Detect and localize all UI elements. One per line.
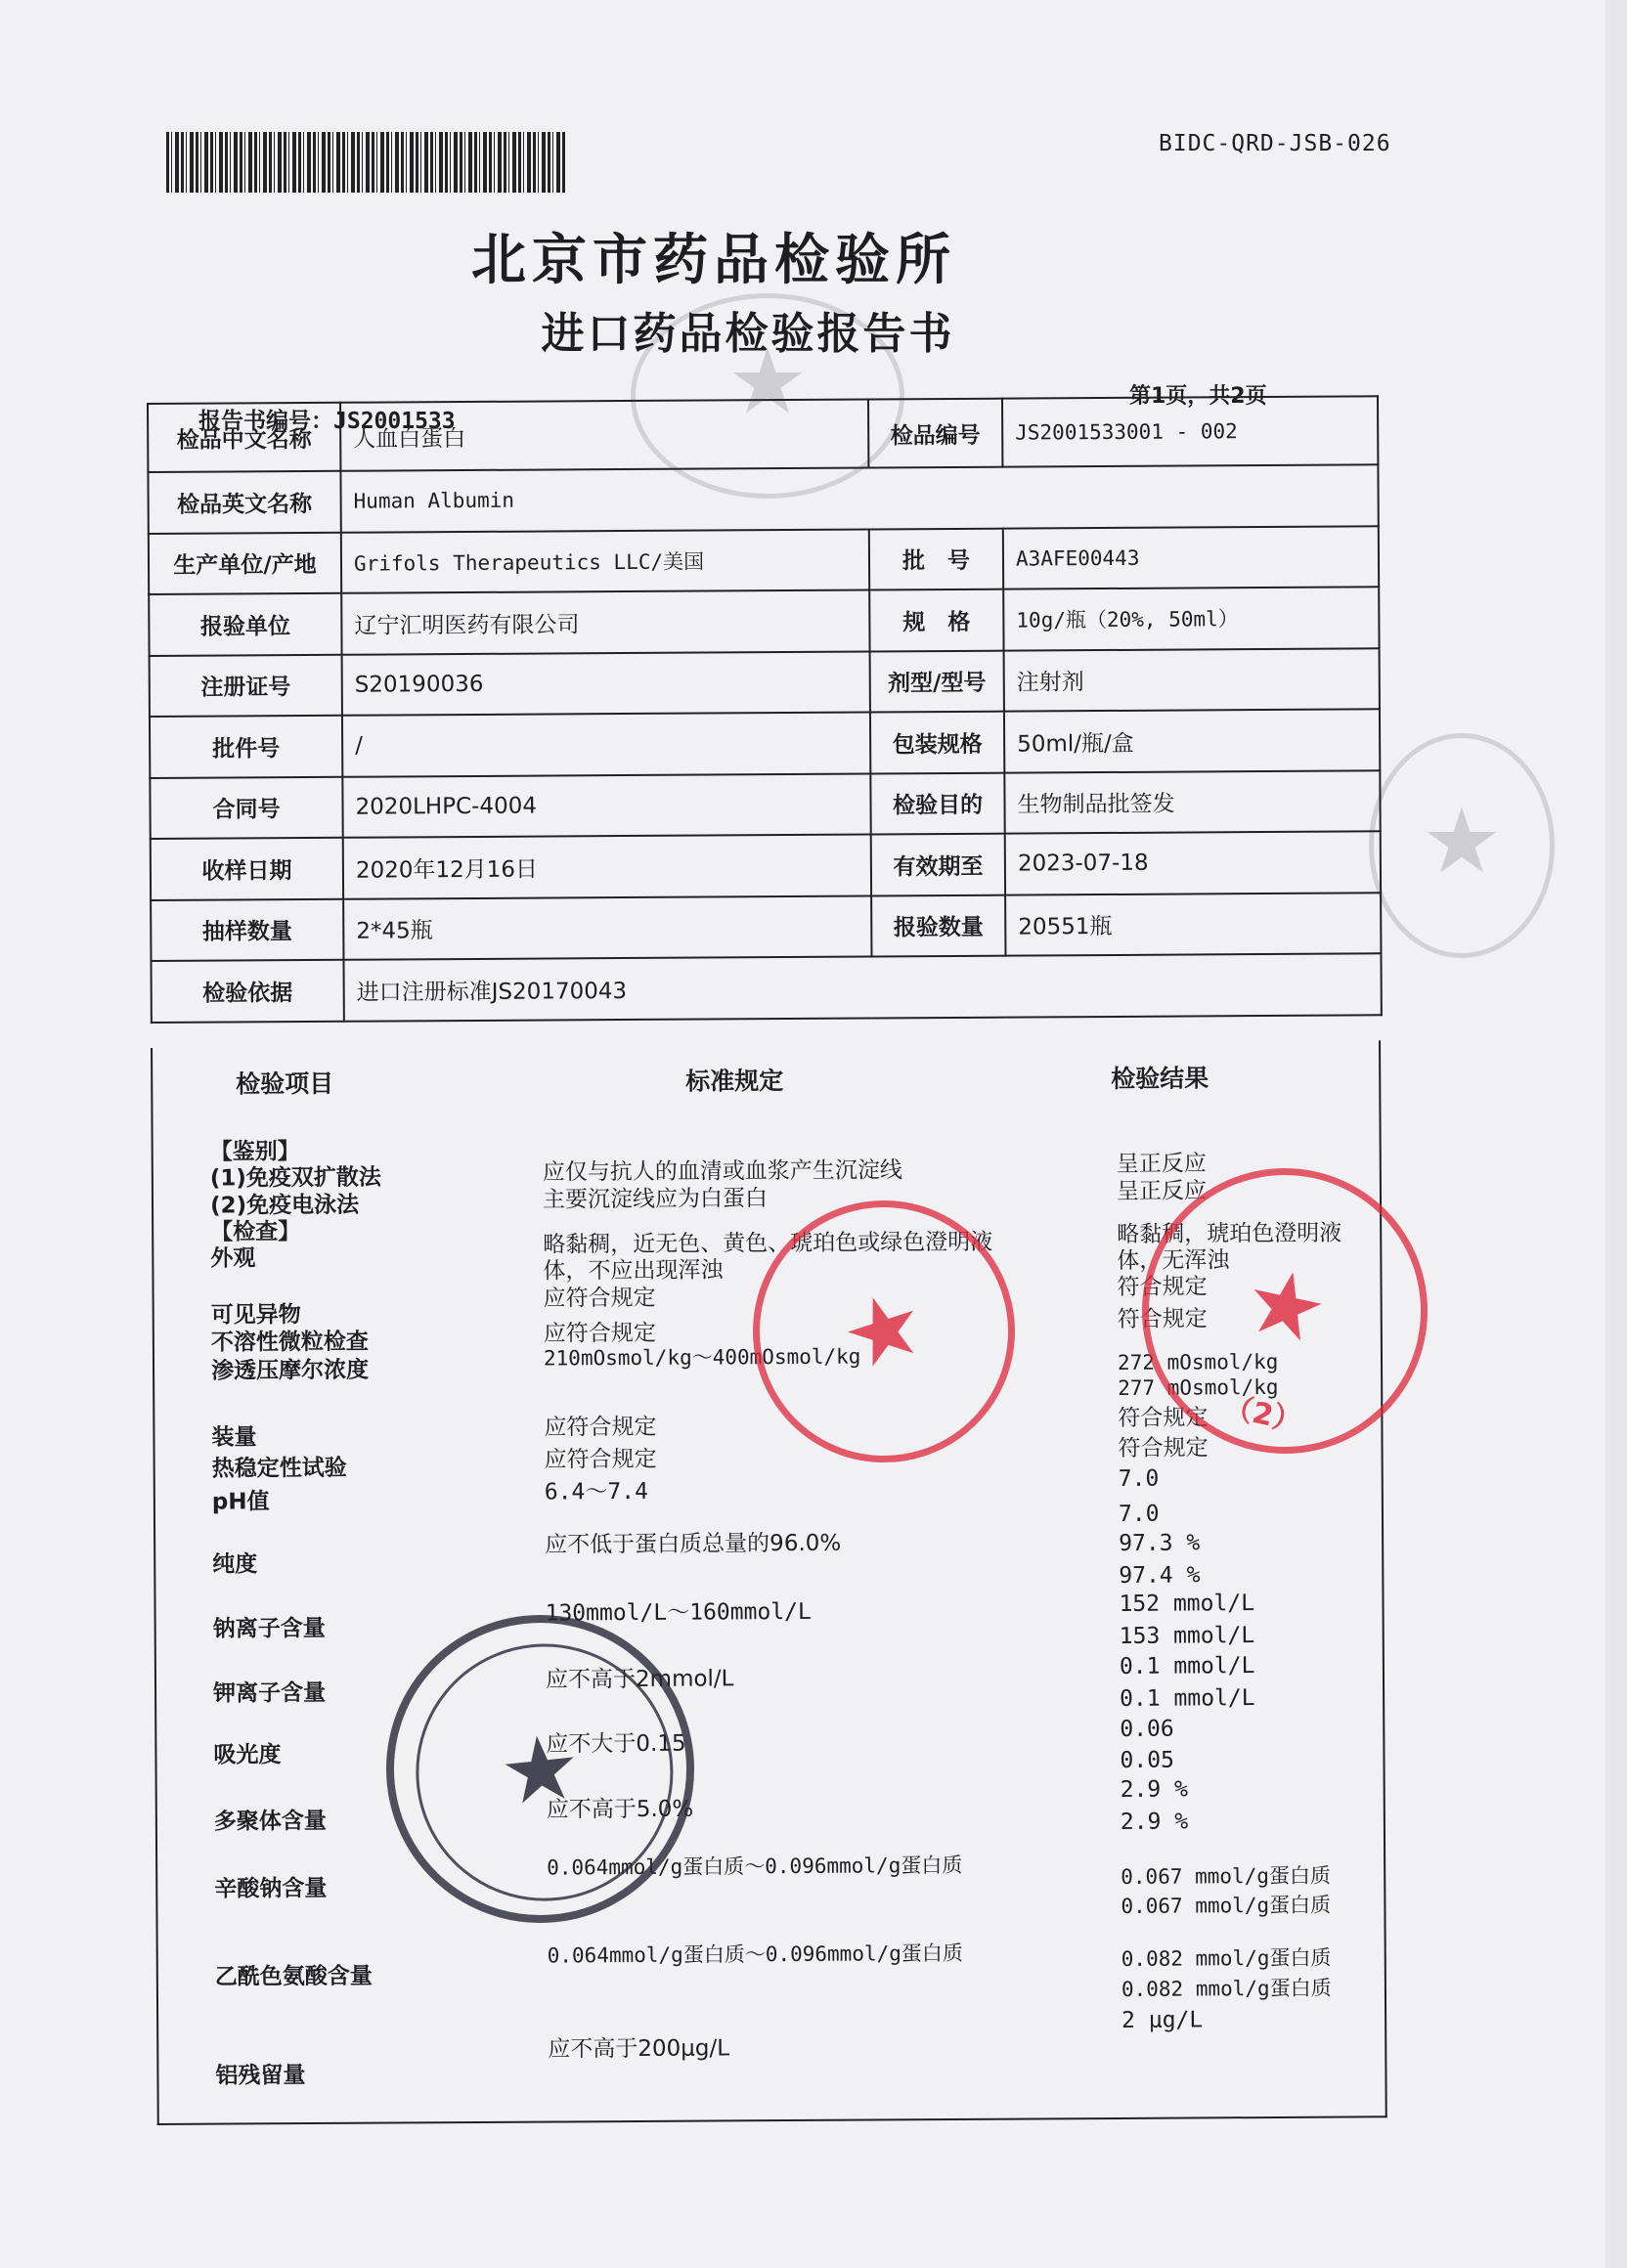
red-qm-seal-right: ★ （2） — [1116, 1142, 1454, 1480]
polymer-item: 多聚体含量 — [213, 1808, 327, 1835]
dosage-value: 注射剂 — [1004, 648, 1380, 712]
aluminum-standard: 应不高于200μg/L — [548, 2035, 730, 2063]
ph-item: pH值 — [211, 1489, 270, 1515]
potassium-result-2: 0.1 mmol/L — [1120, 1685, 1255, 1712]
report-number-label: 报告书编号： — [198, 409, 333, 434]
absorbance-standard: 应不大于0.15 — [546, 1730, 686, 1758]
absorbance-result-2: 0.05 — [1120, 1747, 1174, 1773]
tryptophan-result-2: 0.082 mmol/g蛋白质 — [1121, 1976, 1332, 2001]
id2-result: 呈正反应 — [1116, 1178, 1208, 1204]
insoluble-particles-item: 不溶性微粒检查 — [210, 1329, 369, 1356]
osmolality-standard: 210mOsmol/kg～400mOsmol/kg — [543, 1344, 861, 1371]
sample-qty-value: 2*45瓶 — [343, 895, 871, 960]
purity-result-2: 97.4 % — [1119, 1562, 1201, 1589]
visible-particles-standard: 应符合规定 — [543, 1285, 656, 1312]
applicant-label: 报验单位 — [149, 593, 341, 656]
heat-stability-result: 符合规定 — [1118, 1435, 1209, 1461]
table-row — [151, 893, 1381, 961]
absorbance-result-1: 0.06 — [1120, 1716, 1174, 1742]
id1-standard: 应仅与抗人的血清或血浆产生沉淀线 — [542, 1157, 902, 1186]
tryptophan-item: 乙酰色氨酸含量 — [214, 1963, 373, 1990]
expiry-label: 有效期至 — [871, 834, 1005, 895]
page-info: 第1页，共2页 — [1129, 384, 1267, 409]
approval-label: 批件号 — [150, 716, 342, 778]
faint-seal-top: ★ — [631, 293, 904, 499]
polymer-standard: 应不高于5.0% — [546, 1796, 694, 1823]
insoluble-particles-standard: 应符合规定 — [543, 1320, 656, 1347]
sodium-standard: 130mmol/L～160mmol/L — [545, 1598, 812, 1627]
caprylate-result-2: 0.067 mmol/g蛋白质 — [1121, 1893, 1332, 1918]
col-standard-header: 标准规定 — [685, 1067, 784, 1096]
tryptophan-result-1: 0.082 mmol/g蛋白质 — [1121, 1945, 1332, 1971]
en-name-value: Human Albumin — [340, 464, 1378, 532]
purpose-label: 检验目的 — [870, 772, 1004, 834]
insoluble-particles-result: 符合规定 — [1117, 1306, 1208, 1332]
ph-standard: 6.4～7.4 — [544, 1478, 648, 1505]
approval-value: / — [342, 712, 870, 776]
id2-standard: 主要沉淀线应为白蛋白 — [542, 1186, 769, 1213]
red-qc-seal-left: ★ — [719, 1166, 1049, 1497]
table-row — [150, 709, 1380, 777]
barcode — [166, 132, 567, 193]
aluminum-result: 2 μg/L — [1121, 2007, 1204, 2033]
applicant-value: 辽宁汇明医药有限公司 — [341, 589, 869, 654]
appearance-result-line1: 略黏稠，琥珀色澄明液 — [1117, 1220, 1342, 1247]
report-qty-label: 报验数量 — [871, 894, 1005, 956]
info-table — [147, 395, 1383, 1023]
report-table — [147, 395, 1387, 2125]
appearance-standard-line1: 略黏稠，近无色、黄色、琥珀色或绿色澄明液 — [543, 1229, 993, 1258]
results-section — [151, 1040, 1387, 2125]
caprylate-result-1: 0.067 mmol/g蛋白质 — [1121, 1863, 1332, 1889]
contract-value: 2020LHPC-4004 — [342, 773, 870, 838]
table-row — [151, 953, 1381, 1022]
table-row — [151, 831, 1381, 899]
red-seal-number: （2） — [1220, 1389, 1305, 1440]
reg-no-label: 注册证号 — [150, 654, 342, 717]
visible-particles-result: 符合规定 — [1117, 1274, 1208, 1300]
filling-item: 装量 — [211, 1424, 257, 1451]
cn-name-label: 检品中文名称 — [148, 403, 340, 472]
ph-result-1: 7.0 — [1118, 1465, 1160, 1492]
report-title: 进口药品检验报告书 — [541, 309, 955, 359]
identification-heading: 【鉴别】 — [209, 1139, 300, 1165]
en-name-label: 检品英文名称 — [148, 471, 340, 534]
polymer-result-1: 2.9 % — [1120, 1776, 1189, 1803]
batch-label: 批 号 — [869, 528, 1003, 589]
purity-result-1: 97.3 % — [1119, 1530, 1201, 1556]
table-row — [150, 770, 1380, 839]
manufacturer-label: 生产单位/产地 — [149, 532, 341, 594]
osmolality-result-1: 272 mOsmol/kg — [1117, 1349, 1279, 1374]
potassium-item: 钾离子含量 — [212, 1679, 327, 1707]
spec-label: 规 格 — [869, 589, 1003, 651]
inspection-heading: 【检查】 — [210, 1219, 301, 1245]
osmolality-item: 渗透压摩尔浓度 — [210, 1357, 370, 1384]
purity-item: 纯度 — [212, 1551, 258, 1578]
package-value: 50ml/瓶/盒 — [1004, 709, 1380, 772]
dosage-label: 剂型/型号 — [870, 650, 1004, 712]
appearance-standard-line2: 体，不应出现浑浊 — [543, 1257, 724, 1285]
caprylate-standard: 0.064mmol/g蛋白质～0.096mmol/g蛋白质 — [547, 1853, 963, 1880]
appearance-result-line2: 体，无浑浊 — [1117, 1247, 1230, 1274]
table-row — [150, 648, 1380, 717]
table-row — [148, 396, 1378, 472]
received-value: 2020年12月16日 — [343, 834, 871, 898]
col-item-header: 检验项目 — [236, 1069, 334, 1099]
received-label: 收样日期 — [151, 838, 343, 900]
sodium-result-1: 152 mmol/L — [1119, 1591, 1255, 1617]
heat-stability-item: 热稳定性试验 — [211, 1455, 347, 1482]
table-row — [149, 587, 1379, 655]
scan-edge — [1605, 0, 1627, 2268]
expiry-value: 2023-07-18 — [1005, 831, 1381, 894]
filling-standard: 应符合规定 — [544, 1414, 657, 1441]
visible-particles-item: 可见异物 — [210, 1302, 301, 1329]
purity-standard: 应不低于蛋白质总量的96.0% — [545, 1530, 842, 1558]
document-code: BIDC-QRD-JSB-026 — [1159, 131, 1391, 156]
sodium-result-2: 153 mmol/L — [1119, 1623, 1255, 1649]
potassium-result-1: 0.1 mmol/L — [1119, 1653, 1255, 1679]
spec-value: 10g/瓶（20%, 50ml） — [1003, 587, 1379, 650]
package-label: 包装规格 — [870, 712, 1004, 773]
faint-seal-right: ★ — [1369, 733, 1555, 958]
sample-no-label: 检品编号 — [868, 399, 1002, 468]
institute-title: 北京市药品检验所 — [471, 229, 956, 292]
contract-label: 合同号 — [150, 776, 342, 839]
id1-result: 呈正反应 — [1116, 1151, 1207, 1177]
potassium-standard: 应不高于2mmol/L — [545, 1666, 734, 1693]
filling-result: 符合规定 — [1118, 1405, 1209, 1431]
aluminum-item: 铝残留量 — [215, 2063, 306, 2089]
manufacturer-value: Grifols Therapeutics LLC/美国 — [341, 529, 869, 593]
sample-qty-label: 抽样数量 — [151, 898, 343, 961]
purpose-value: 生物制品批签发 — [1004, 770, 1380, 834]
report-qty-value: 20551瓶 — [1005, 893, 1381, 956]
col-result-header: 检验结果 — [1111, 1064, 1209, 1093]
sodium-item: 钠离子含量 — [212, 1615, 326, 1642]
table-row — [148, 464, 1378, 533]
appearance-item: 外观 — [210, 1245, 256, 1272]
cn-name-value: 人血白蛋白 — [340, 399, 868, 470]
absorbance-item: 吸光度 — [213, 1742, 282, 1768]
caprylate-item: 辛酸钠含量 — [214, 1875, 328, 1902]
black-qm-seal: ★ — [371, 1599, 709, 1938]
ph-result-2: 7.0 — [1118, 1501, 1160, 1527]
polymer-result-2: 2.9 % — [1120, 1809, 1189, 1835]
id2-item: (2)免疫电泳法 — [209, 1192, 360, 1219]
osmolality-result-2: 277 mOsmol/kg — [1118, 1374, 1279, 1400]
table-row — [149, 526, 1379, 594]
basis-value: 进口注册标准JS20170043 — [343, 953, 1381, 1021]
tryptophan-standard: 0.064mmol/g蛋白质～0.096mmol/g蛋白质 — [547, 1941, 963, 1968]
basis-label: 检验依据 — [151, 960, 343, 1023]
sample-no-value: JS2001533001 - 002 — [1002, 396, 1378, 466]
report-number-value: JS2001533 — [333, 409, 456, 434]
id1-item: (1)免疫双扩散法 — [209, 1164, 381, 1192]
batch-value: A3AFE00443 — [1003, 526, 1379, 589]
reg-no-value: S20190036 — [342, 651, 870, 716]
heat-stability-standard: 应符合规定 — [544, 1446, 657, 1473]
